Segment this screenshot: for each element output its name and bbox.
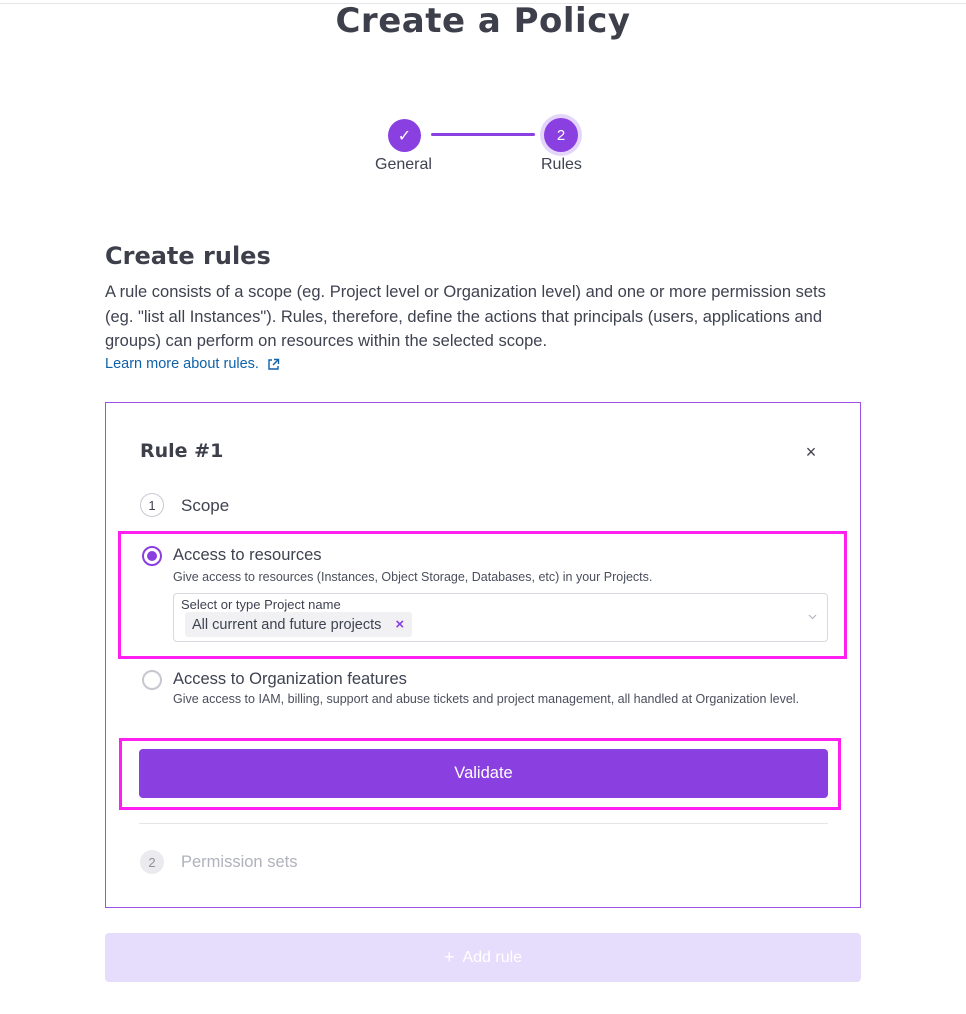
section-title: Create rules [105, 242, 271, 270]
permission-sets-step-number: 2 [140, 850, 164, 874]
step-rules-label: Rules [541, 156, 582, 173]
validate-button[interactable]: Validate [139, 749, 828, 798]
permission-sets-label: Permission sets [181, 853, 298, 871]
stepper [360, 118, 610, 178]
scope-label: Scope [181, 496, 230, 515]
access-organization-title[interactable]: Access to Organization features [173, 670, 407, 688]
project-select-label: Select or type Project name [181, 597, 341, 612]
step-general-check-icon[interactable]: ✓ [388, 119, 421, 152]
page-title: Create a Policy [335, 1, 631, 41]
rule-divider [139, 823, 828, 824]
external-link-icon [267, 358, 280, 371]
chip-remove-icon[interactable]: × [395, 616, 405, 633]
project-chip-label: All current and future projects [192, 616, 382, 633]
plus-icon: + [443, 947, 455, 967]
add-rule-label: Add rule [462, 948, 523, 966]
section-description: A rule consists of a scope (eg. Project level or Organization level) and one or more permission sets (eg. "list all Instances"). Rules, therefore, define the actions that principals (users, applications and groups) can perform on resources within the selected scope. [105, 283, 826, 350]
scope-step-number: 1 [140, 493, 164, 517]
rule-title: Rule #1 [140, 440, 224, 462]
highlight-validate-button [119, 738, 841, 810]
access-organization-description: Give access to IAM, billing, support and abuse tickets and project management, all handled at Organization level. [173, 692, 800, 706]
access-resources-title[interactable]: Access to resources [173, 546, 322, 564]
access-resources-description: Give access to resources (Instances, Object Storage, Databases, etc) in your Projects. [173, 570, 653, 584]
add-rule-button[interactable] [105, 933, 861, 982]
learn-more-link[interactable] [105, 356, 280, 372]
learn-more-label: Learn more about rules. [105, 356, 259, 372]
step-general-label[interactable]: General [375, 156, 432, 173]
step-connector [431, 133, 535, 136]
access-organization-radio[interactable] [142, 670, 162, 690]
highlight-access-resources [118, 531, 847, 659]
step-rules-indicator: 2 [544, 118, 578, 152]
close-rule-icon[interactable]: × [805, 442, 817, 462]
